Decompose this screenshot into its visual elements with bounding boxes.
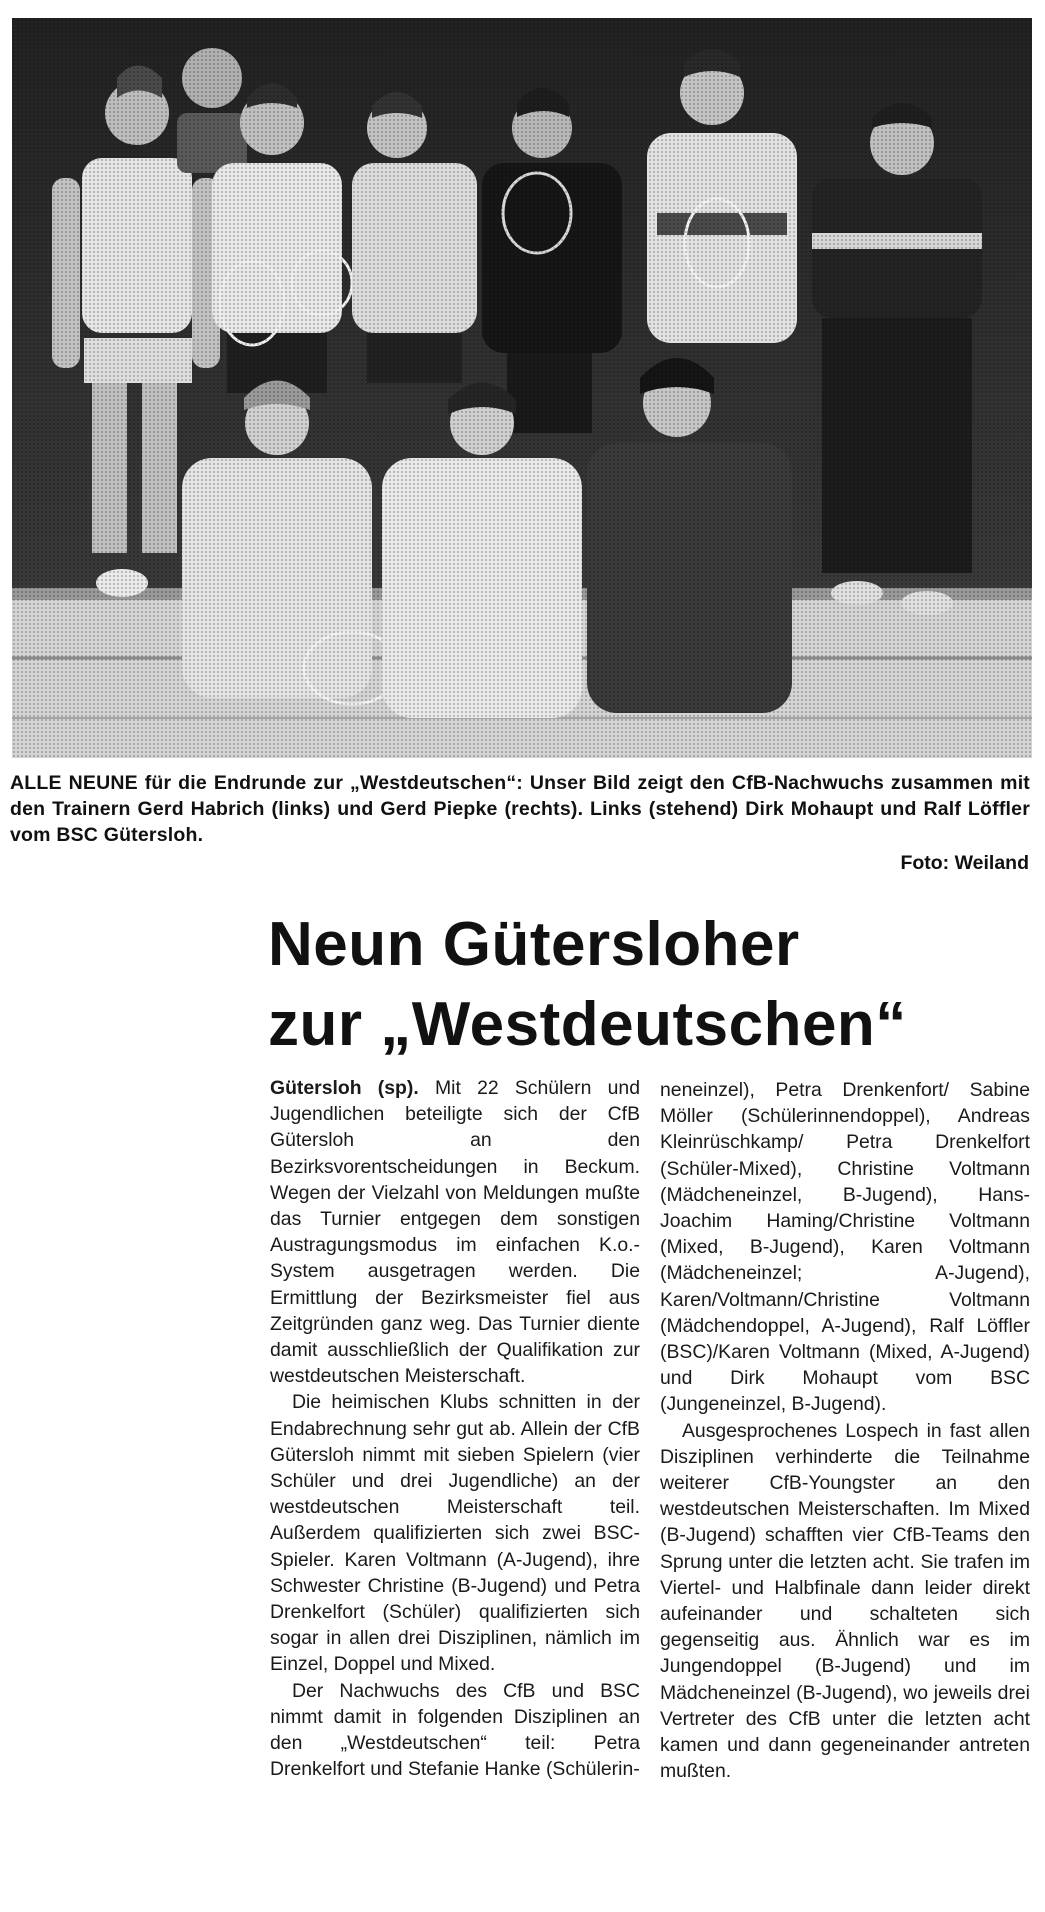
article-paragraph: Die heimischen Klubs schnitten in der Endabrechnung sehr gut ab. Allein der CfB Gütersloh nimmt mit sieben Spielern (vier Schüler und drei Jugendliche) an der westdeutschen Meisterschaft teil. Außerdem qualifizierten sich zwei BSC-Spieler. Karen Voltmann (A-Jugend), ihre Schwester Christine (B-Jugend) und Petra Drenkelfort (Schüler) qualifizierten sich sogar in allen drei Disziplinen, nämlich im Einzel, Doppel und Mixed.: [270, 1391, 640, 1676]
paragraph-text: Mit 22 Schülern und Jugendlichen beteiligte sich der CfB Gütersloh an den Bezirksvorentscheidungen in Beckum. Wegen der Vielzahl von Meldungen mußte das Turnier entgegen dem sonstigen Austragungsmodus im einfachen K.o.-System ausgetragen werden. Die Ermittlung der Bezirksmeister fiel aus Zeitgründen ganz weg. Das Turnier diente damit ausschließlich der Qualifikation zur westdeutschen Meisterschaft.: [270, 1077, 640, 1388]
team-photo-illustration: [12, 18, 1032, 758]
photo-credit: Foto: Weiland: [900, 852, 1029, 874]
article-paragraph: Ausgesprochenes Lospech in fast allen Disziplinen verhinderte die Teilnahme weiterer CfB-Youngster an den westdeutschen Meisterschaften. Im Mixed (B-Jugend) schafften vier CfB-Teams den Sprung unter die letzten acht. Sie trafen im Viertel- und Halbfinale dann leider direkt aufeinander und schalteten sich gegenseitig aus. Ähnlich war es im Jungendoppel (B-Jugend) und im Mädcheneinzel (B-Jugend), wo jeweils drei Vertreter des CfB unter die letzten acht kamen und dann gegeneinander antreten mußten.: [660, 1419, 1030, 1783]
article-column-2: [660, 1077, 1030, 1784]
article-column-1: [270, 1075, 640, 1782]
dateline: Gütersloh (sp).: [270, 1077, 419, 1099]
article-paragraph: [270, 1075, 640, 1389]
article-paragraph: Der Nachwuchs des CfB und BSC nimmt damit in folgenden Disziplinen an den „Westdeutschen“ teil: Petra Drenkelfort und Stefanie Hanke (Schülerin-: [270, 1679, 640, 1781]
caption-text: ALLE NEUNE für die Endrunde zur „Westdeutschen“: Unser Bild zeigt den CfB-Nachwuchs zusammen mit den Trainern Gerd Habrich (links) und Gerd Piepke (rechts). Links (stehend) Dirk Mohaupt und Ralf Löffler vom BSC Gütersloh.: [10, 772, 1030, 846]
photo-caption: [10, 770, 1030, 848]
article-paragraph: neneinzel), Petra Drenkenfort/ Sabine Möller (Schülerinnendoppel), Andreas Kleinrüschkamp/ Petra Drenkelfort (Schüler-Mixed), Christine Voltmann (Mädcheneinzel, B-Jugend), Hans-Joachim Haming/Christine Voltmann (Mixed, B-Jugend), Karen Voltmann (Mädcheneinzel; A-Jugend), Karen/Voltmann/Christine Voltmann (Mädchendoppel, A-Jugend), Ralf Löffler (BSC)/Karen Voltmann (Mixed, A-Jugend) und Dirk Mohaupt vom BSC (Jungeneinzel, B-Jugend).: [660, 1079, 1030, 1416]
headline: [268, 905, 1028, 1065]
team-photo: [12, 18, 1032, 758]
headline-line-1: Neun Gütersloher: [268, 910, 800, 979]
headline-line-2: zur „Westdeutschen“: [268, 990, 907, 1059]
